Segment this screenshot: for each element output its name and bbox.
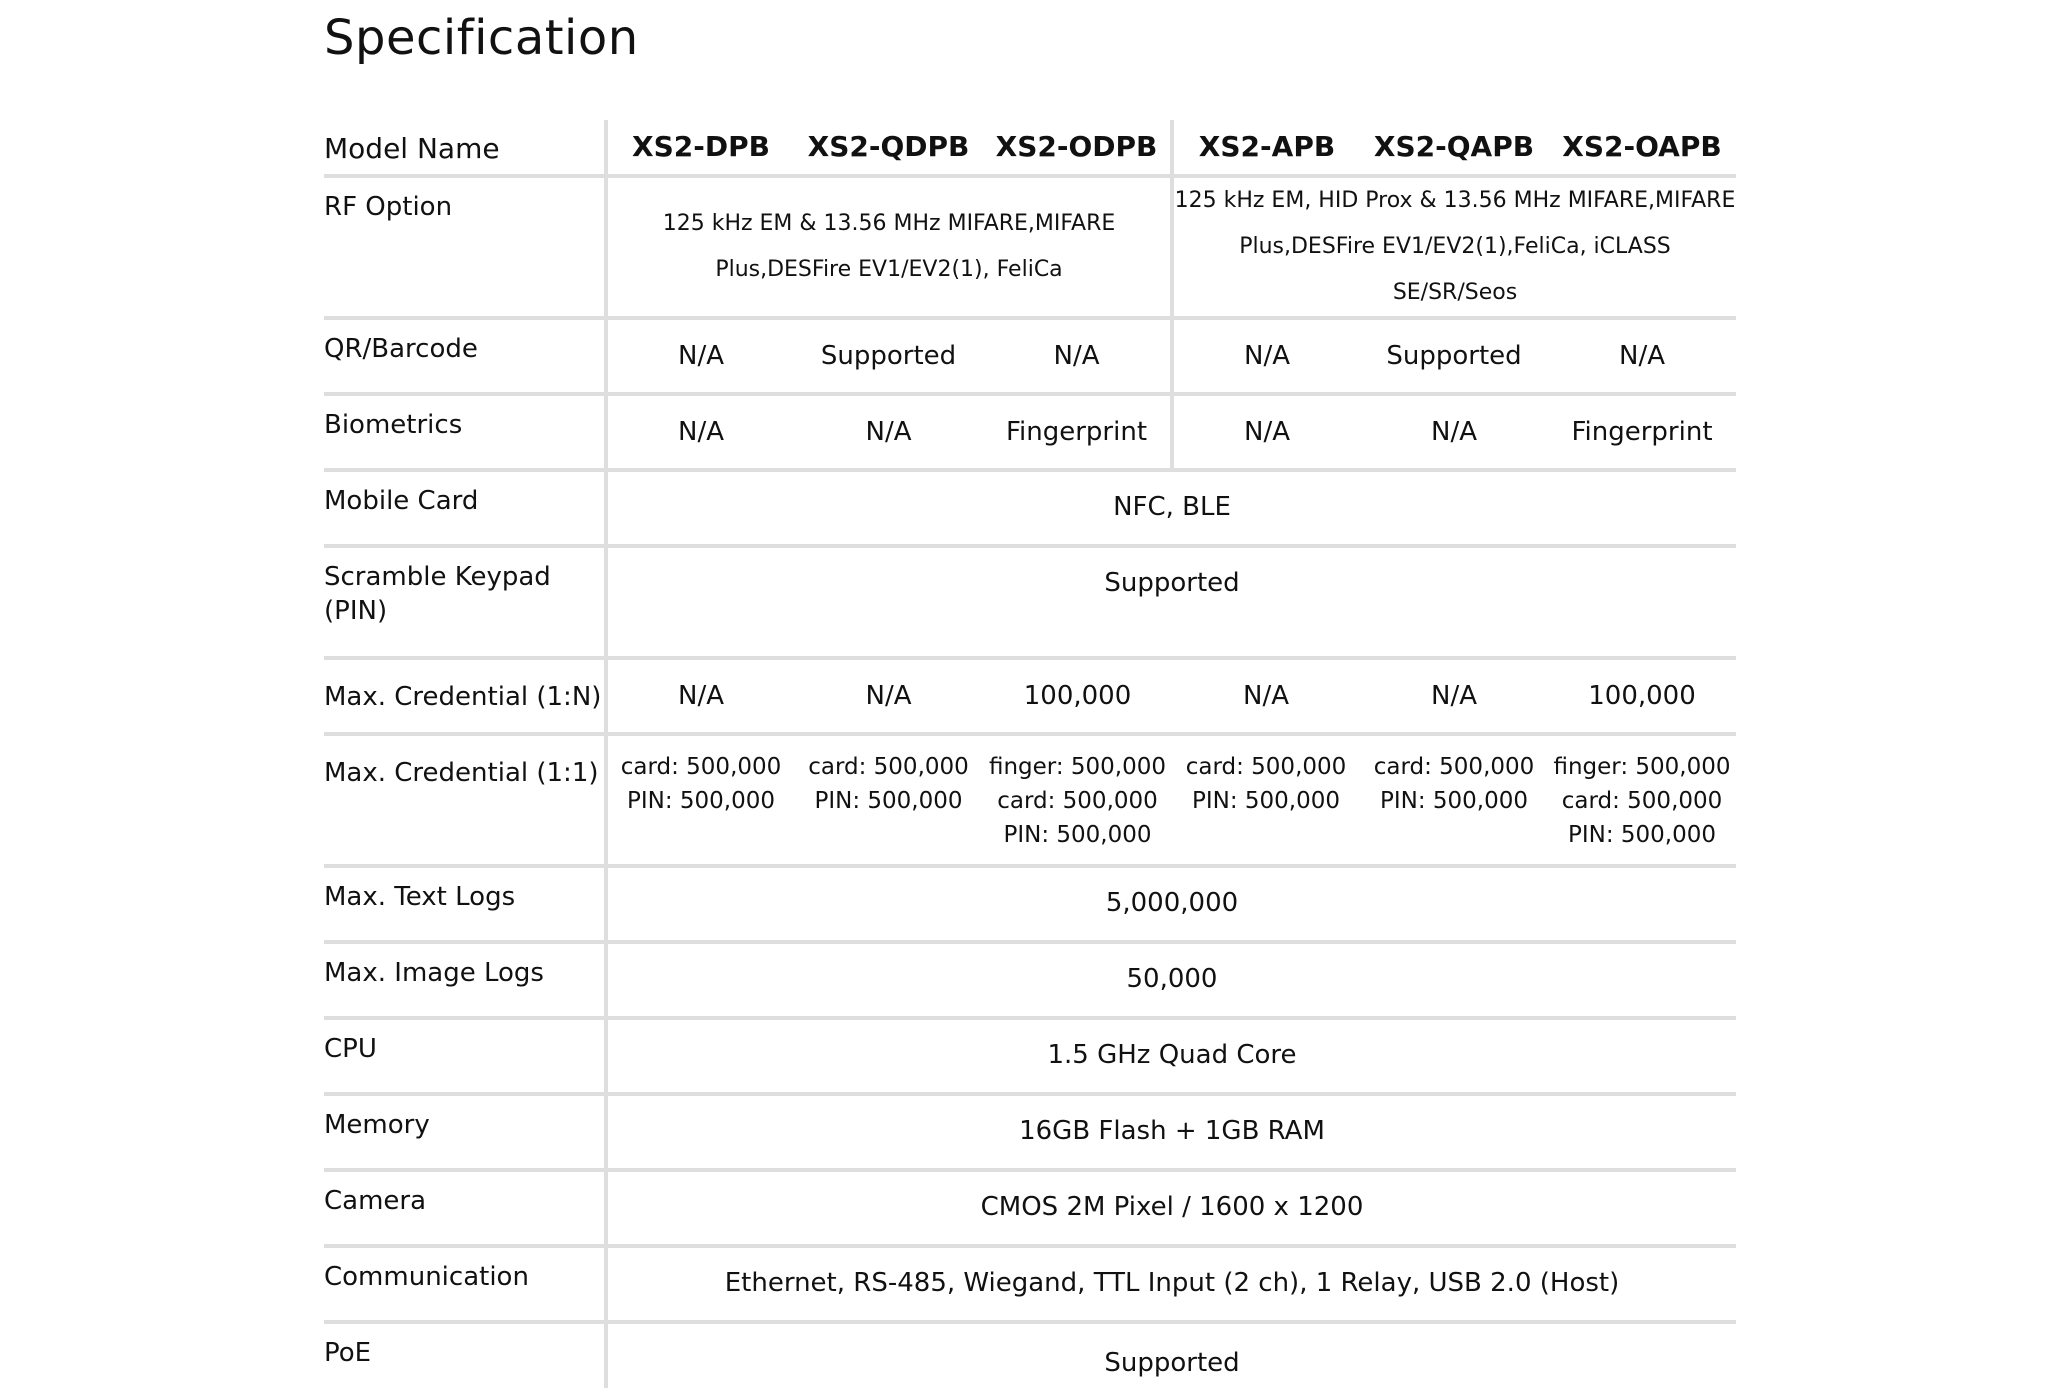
cell-value: N/A	[606, 318, 794, 394]
row-cpu	[324, 1018, 1736, 1094]
row-max-cred-11	[324, 734, 1736, 866]
cell-value: 50,000	[606, 942, 1736, 1018]
row-max-image-logs	[324, 942, 1736, 1018]
cell-line: PIN: 500,000	[1567, 822, 1717, 848]
cell-value: NFC, BLE	[606, 470, 1736, 546]
label-max-cred-1n: Max. Credential (1:N)	[324, 658, 606, 734]
cell-value: CMOS 2M Pixel / 1600 x 1200	[606, 1170, 1736, 1246]
label-mobile-card: Mobile Card	[324, 470, 606, 546]
cell-line: finger: 500,000	[1553, 754, 1731, 780]
label-camera: Camera	[324, 1170, 606, 1246]
rf-option-group-d	[606, 176, 1172, 318]
cell-value: Ethernet, RS-485, Wiegand, TTL Input (2 ch), 1 Relay, USB 2.0 (Host)	[606, 1246, 1736, 1322]
label-poe: PoE	[324, 1322, 606, 1388]
label-qr-barcode: QR/Barcode	[324, 318, 606, 394]
spec-table	[324, 120, 1736, 1388]
label-line: Scramble Keypad	[324, 562, 551, 592]
cell-value: Supported	[606, 546, 1736, 658]
model-header: XS2-QAPB	[1360, 120, 1548, 176]
cell-value: Fingerprint	[1548, 394, 1736, 470]
cell-line: PIN: 500,000	[814, 788, 963, 814]
rf-option-line: 125 kHz EM, HID Prox & 13.56 MHz MIFARE,MIFARE	[1174, 188, 1736, 213]
model-header: XS2-APB	[1172, 120, 1360, 176]
cell-value: N/A	[1360, 394, 1548, 470]
label-model-name: Model Name	[324, 120, 606, 176]
cell-value	[983, 734, 1172, 866]
model-header: XS2-ODPB	[983, 120, 1172, 176]
label-max-image-logs: Max. Image Logs	[324, 942, 606, 1018]
label-max-cred-11: Max. Credential (1:1)	[324, 734, 606, 866]
model-header: XS2-DPB	[606, 120, 794, 176]
spec-section	[324, 0, 1736, 1388]
cell-value: Supported	[1360, 318, 1548, 394]
cell-value	[1172, 734, 1360, 866]
cell-line: card: 500,000	[620, 754, 782, 780]
rf-option-group-a	[1172, 176, 1736, 318]
cell-value: N/A	[1172, 394, 1360, 470]
cell-line: finger: 500,000	[988, 754, 1167, 780]
label-max-text-logs: Max. Text Logs	[324, 866, 606, 942]
cell-value	[606, 734, 794, 866]
row-mobile-card	[324, 470, 1736, 546]
label-line: (PIN)	[324, 596, 388, 626]
cell-value: N/A	[1360, 658, 1548, 734]
cell-value: N/A	[606, 658, 794, 734]
row-biometrics	[324, 394, 1736, 470]
label-biometrics: Biometrics	[324, 394, 606, 470]
model-header: XS2-QDPB	[794, 120, 983, 176]
cell-value: N/A	[1172, 658, 1360, 734]
cell-line: card: 500,000	[997, 788, 1158, 814]
cell-value: 1.5 GHz Quad Core	[606, 1018, 1736, 1094]
label-communication: Communication	[324, 1246, 606, 1322]
row-max-text-logs	[324, 866, 1736, 942]
cell-value	[1548, 734, 1736, 866]
label-cpu: CPU	[324, 1018, 606, 1094]
cell-line: PIN: 500,000	[1003, 822, 1152, 848]
cell-line: PIN: 500,000	[1379, 788, 1529, 814]
cell-value: Supported	[1104, 1348, 1240, 1378]
cell-value	[794, 734, 983, 866]
cell-value: Supported	[794, 318, 983, 394]
cell-value: N/A	[1548, 318, 1736, 394]
cell-value: N/A	[1172, 318, 1360, 394]
row-poe	[324, 1322, 1736, 1388]
cell-value: 16GB Flash + 1GB RAM	[606, 1094, 1736, 1170]
row-communication	[324, 1246, 1736, 1322]
cell-value	[1360, 734, 1548, 866]
cell-value: N/A	[983, 318, 1172, 394]
row-camera	[324, 1170, 1736, 1246]
label-memory: Memory	[324, 1094, 606, 1170]
cell-line: PIN: 500,000	[1191, 788, 1341, 814]
cell-line: card: 500,000	[1561, 788, 1723, 814]
cell-value: N/A	[606, 394, 794, 470]
label-scramble-keypad	[324, 546, 606, 658]
cell-value: N/A	[794, 658, 983, 734]
cell-line: card: 500,000	[808, 754, 969, 780]
label-rf-option: RF Option	[324, 176, 606, 318]
row-qr-barcode	[324, 318, 1736, 394]
row-rf-option	[324, 176, 1736, 318]
cell-value: 5,000,000	[606, 866, 1736, 942]
cell-line: card: 500,000	[1373, 754, 1535, 780]
rf-option-line: Plus,DESFire EV1/EV2(1),FeliCa, iCLASS SE/SR/Seos	[1239, 234, 1671, 305]
row-max-cred-1n	[324, 658, 1736, 734]
row-model-name	[324, 120, 1736, 176]
cell-line: card: 500,000	[1185, 754, 1347, 780]
rf-option-line: Plus,DESFire EV1/EV2(1), FeliCa	[715, 257, 1063, 282]
cell-value: 100,000	[983, 658, 1172, 734]
rf-option-line: 125 kHz EM & 13.56 MHz MIFARE,MIFARE	[662, 211, 1116, 236]
cell-value: Fingerprint	[983, 394, 1172, 470]
model-header: XS2-OAPB	[1548, 120, 1736, 176]
row-scramble-keypad	[324, 546, 1736, 658]
cell-line: PIN: 500,000	[626, 788, 776, 814]
cell-value: 100,000	[1548, 658, 1736, 734]
page-title: Specification	[324, 10, 639, 66]
cell-value: N/A	[794, 394, 983, 470]
row-memory	[324, 1094, 1736, 1170]
